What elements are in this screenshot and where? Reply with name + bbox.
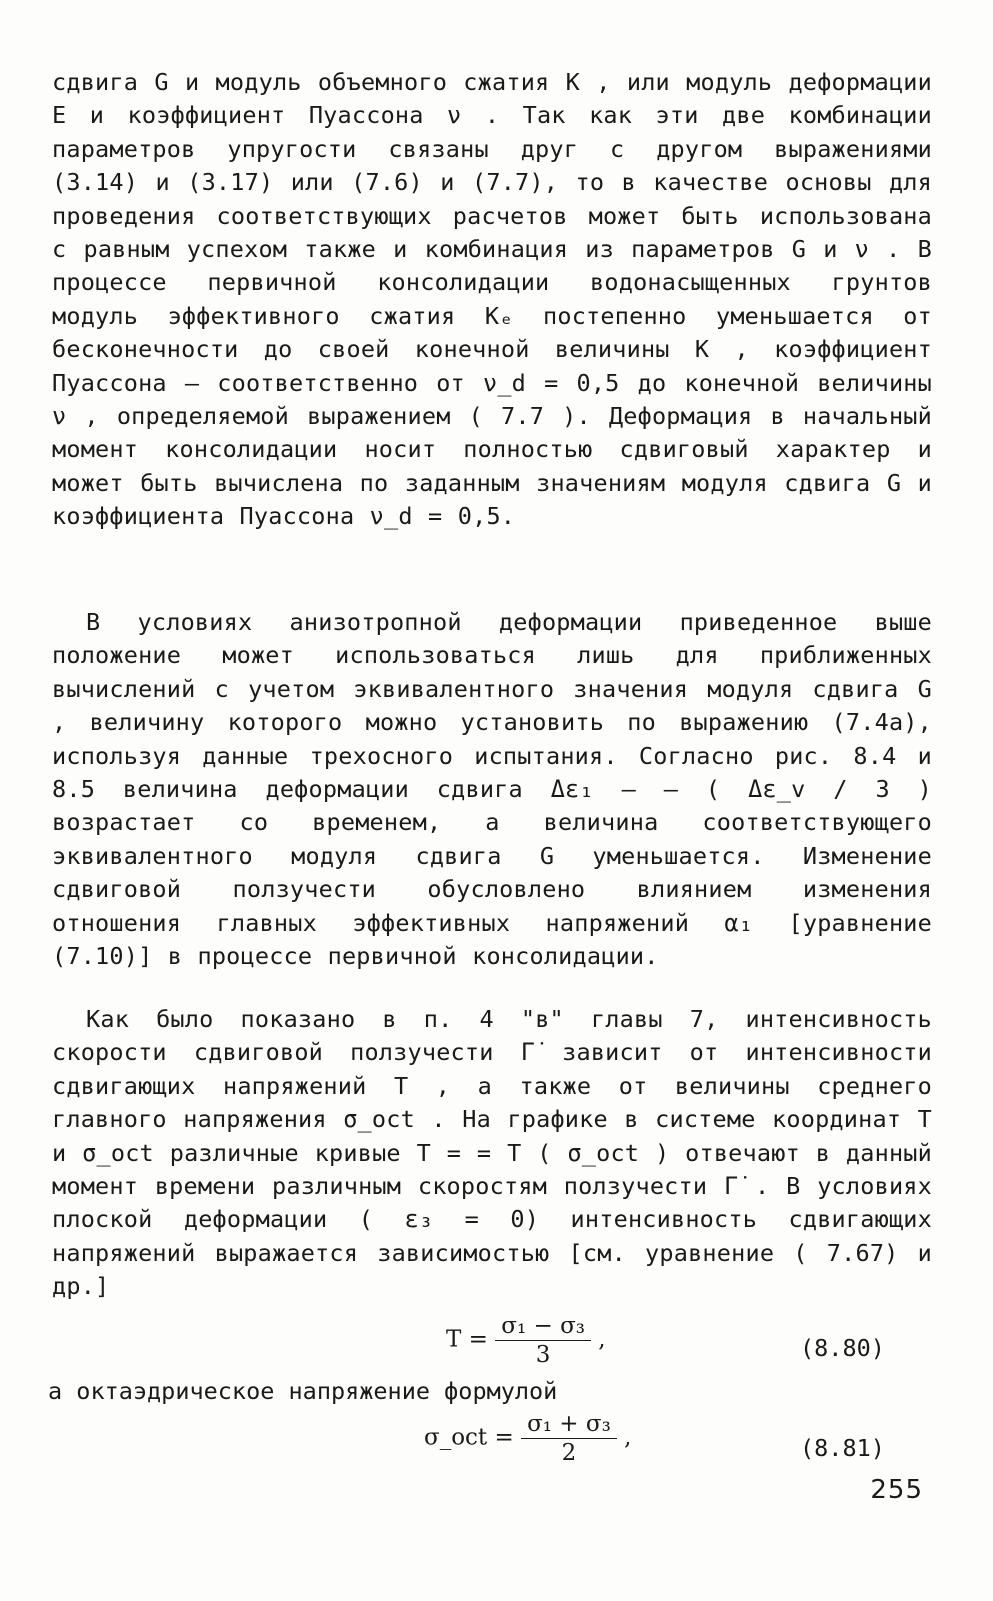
paragraph-3: Как было показано в п. 4 "в" главы 7, интенсивность скорости сдвиговой ползучести Γ̇ зависит от интенсивности сдвигающих напряжений T , а также от величины среднего главного напряжения σ_oct . На графике в системе координат T и σ_oct различные кривые T = = T ( σ_oct ) отвечают в данный момент времени различным скоростям ползучести Γ̇ . В условиях плоской деформации ( ε₃ = 0) интенсивность сдвигающих напряжений выражается зависимостью [см. уравнение ( 7.67) и др.] bbox=[52, 1005, 932, 1301]
equation-8-80-denominator: 3 bbox=[535, 1342, 551, 1368]
octahedral-stress-intro: а октаэдрическое напряжение формулой bbox=[48, 1377, 558, 1405]
equation-8-80-comma: , bbox=[598, 1326, 606, 1353]
equation-8-81-numerator: σ₁ + σ₃ bbox=[521, 1410, 617, 1439]
paragraph-1: сдвига G и модуль объемного сжатия K , или модуль деформации E и коэффициент Пуассона ν . Так как эти две комбинации параметров упругости связаны друг с другом выражениями (3.14) и (3.17) или (7.6) и (7.7), то в качестве основы для проведения соответствующих расчетов может быть использована с равным успехом также и комбинация из параметров G и ν . В процессе первичной консолидации водонасыщенных грунтов модуль эффективного сжатия Kₑ постепенно уменьшается от бесконечности до своей конечной величины K , коэффициент Пуассона – соответственно от ν_d = 0,5 до конечной величины ν , определяемой выражением ( 7.7 ). Деформация в начальный момент консолидации носит полностью сдвиговый характер и может быть вычислена по заданным значениям модуля сдвига G и коэффициента Пуассона ν_d = 0,5. bbox=[52, 68, 932, 531]
equation-8-80-label: (8.80) bbox=[800, 1334, 885, 1362]
paragraph-2: В условиях анизотропной деформации приведенное выше положение может использоваться лишь для приближенных вычислений с учетом эквивалентного значения модуля сдвига G , величину которого можно установить по выражению (7.4а), используя данные трехосного испытания. Согласно рис. 8.4 и 8.5 величина деформации сдвига Δε₁ – – ( Δε_v / 3 ) возрастает со временем, а величина соответствующего эквивалентного модуля сдвига G уменьшается. Изменение сдвиговой ползучести обусловлено влиянием изменения отношения главных эффективных напряжений α₁ [уравнение (7.10)] в процессе первичной консолидации. bbox=[52, 608, 932, 971]
equation-8-81-comma: , bbox=[624, 1424, 632, 1451]
equation-8-80-lhs: T = bbox=[446, 1326, 488, 1353]
equation-8-81-denominator: 2 bbox=[561, 1440, 577, 1466]
equation-8-81-lhs: σ_oct = bbox=[424, 1424, 514, 1451]
equation-8-80-fraction bbox=[495, 1312, 591, 1369]
equation-8-81-label: (8.81) bbox=[800, 1434, 885, 1462]
equation-8-80 bbox=[446, 1312, 606, 1369]
equation-8-80-numerator: σ₁ − σ₃ bbox=[495, 1312, 591, 1341]
equation-8-81-fraction bbox=[521, 1410, 617, 1467]
page-number: 255 bbox=[870, 1475, 923, 1505]
equation-8-81 bbox=[424, 1410, 631, 1467]
